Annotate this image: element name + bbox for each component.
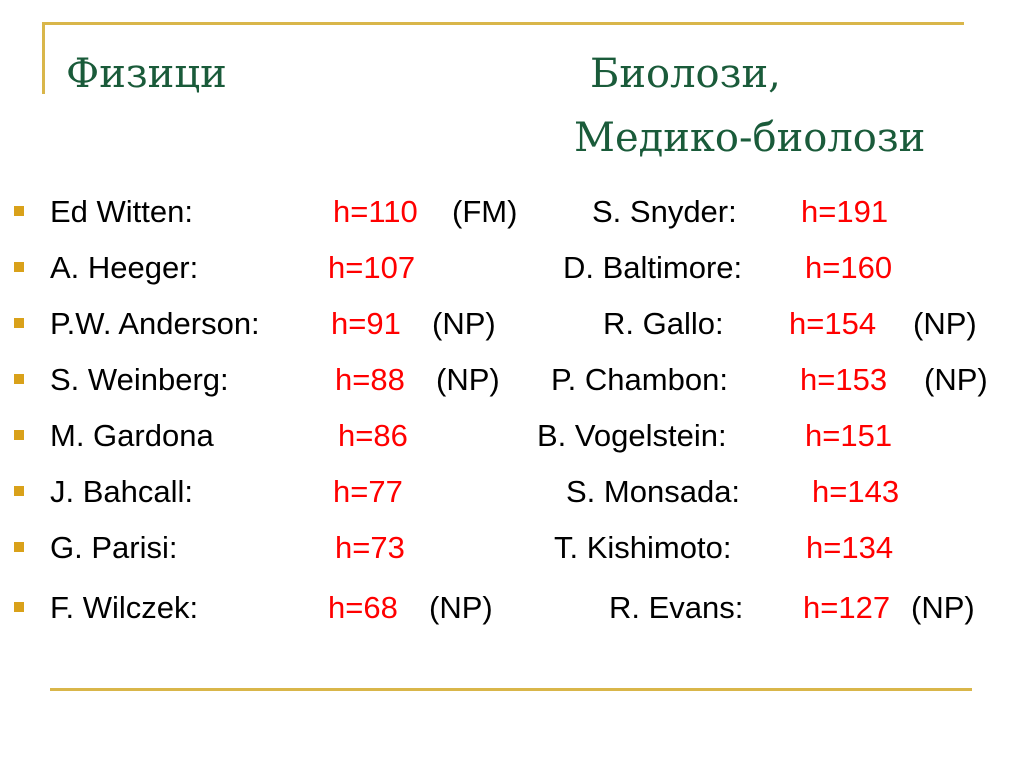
biologist-h-index: h=143 [812,474,900,509]
physicist-h-index: h=91 [331,306,401,341]
biologist-note: (NP) [913,306,977,341]
title-biologists: Биолози, [590,51,781,97]
biologist-h-index: h=127 [803,590,891,625]
biologist-name: S. Monsada: [566,474,741,509]
physicist-note: (NP) [429,590,493,625]
list-item [0,532,1024,588]
biologist-name: D. Baltimore: [563,250,743,285]
physicist-name: M. Gardona [50,418,214,453]
list-item [0,308,1024,364]
biologist-name: P. Chambon: [551,362,728,397]
biologist-h-index: h=191 [801,194,889,229]
physicist-name: F. Wilczek: [50,590,199,625]
physicist-h-index: h=107 [328,250,416,285]
biologist-note: (NP) [924,362,988,397]
biologist-h-index: h=153 [800,362,888,397]
bullet-icon [14,206,24,216]
physicist-name: Ed Witten: [50,194,193,229]
physicist-name: G. Parisi: [50,530,178,565]
physicist-h-index: h=110 [333,194,418,229]
biologist-name: R. Gallo: [603,306,724,341]
physicist-name: A. Heeger: [50,250,199,285]
list-item [0,420,1024,476]
list-item [0,476,1024,532]
physicist-h-index: h=73 [335,530,405,565]
bottom-rule [50,688,972,691]
physicist-note: (NP) [436,362,500,397]
bullet-icon [14,486,24,496]
biologist-name: S. Snyder: [592,194,737,229]
biologist-name: B. Vogelstein: [537,418,727,453]
top-rule [42,22,964,25]
physicist-note: (NP) [432,306,496,341]
physicist-h-index: h=88 [335,362,405,397]
biologist-h-index: h=151 [805,418,893,453]
list-item [0,252,1024,308]
list-item [0,196,1024,252]
title-medical-biologists: Медико-биолози [574,115,926,161]
left-rule [42,22,45,94]
bullet-icon [14,542,24,552]
physicist-h-index: h=86 [338,418,408,453]
physicist-note: (FM) [452,194,518,229]
physicist-name: P.W. Anderson: [50,306,260,341]
biologist-note: (NP) [911,590,975,625]
biologist-h-index: h=160 [805,250,893,285]
biologist-h-index: h=134 [806,530,894,565]
bullet-icon [14,602,24,612]
physicist-name: J. Bahcall: [50,474,194,509]
list-item [0,364,1024,420]
biologist-h-index: h=154 [789,306,877,341]
list-item [0,592,1024,648]
physicist-name: S. Weinberg: [50,362,229,397]
title-physicists: Физици [66,51,227,97]
physicist-h-index: h=77 [333,474,403,509]
physicist-h-index: h=68 [328,590,398,625]
bullet-icon [14,318,24,328]
bullet-icon [14,374,24,384]
biologist-name: T. Kishimoto: [554,530,732,565]
bullet-icon [14,430,24,440]
biologist-name: R. Evans: [609,590,744,625]
bullet-icon [14,262,24,272]
